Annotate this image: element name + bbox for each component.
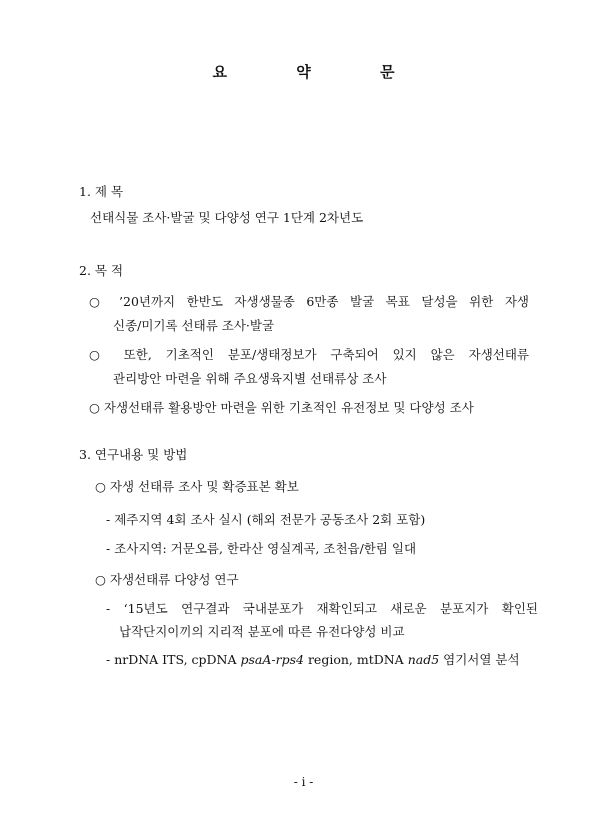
- sequence-mid: region, mtDNA: [303, 652, 408, 667]
- section-1-text: 선태식물 조사·발굴 및 다양성 연구 1단계 2차년도: [90, 210, 364, 225]
- section-3-sub-1-item-2: - 조사지역: 거문오름, 한라산 영실계곡, 조천읍/한림 일대: [106, 541, 417, 556]
- section-2-item-1-line-2: 신종/미기록 선태류 조사·발굴: [113, 318, 275, 333]
- section-3-sub-2: ○ 자생선태류 다양성 연구: [95, 572, 239, 587]
- section-3-sub-2-item-2: [106, 651, 520, 669]
- gene-nad5: nad5: [407, 652, 440, 667]
- section-3-sub-1: ○ 자생 선태류 조사 및 확증표본 확보: [95, 479, 299, 494]
- section-2-item-2-line-1: ○ 또한, 기초적인 분포/생태정보가 구축되어 있지 않은 자생선태류: [89, 347, 529, 362]
- section-3-sub-1-item-1: - 제주지역 4회 조사 실시 (해외 전문가 공동조사 2회 포함): [106, 512, 426, 527]
- section-2-heading: 2. 목 적: [79, 263, 124, 278]
- sequence-prefix: - nrDNA ITS, cpDNA: [106, 652, 241, 667]
- section-3-sub-2-item-1-line-2: 납작단지이끼의 지리적 분포에 따른 유전다양성 비교: [119, 624, 405, 639]
- section-3-heading: 3. 연구내용 및 방법: [79, 447, 188, 462]
- section-3-sub-2-item-1-line-1: - ‘15년도 연구결과 국내분포가 재확인되고 새로운 분포지가 확인된: [106, 601, 538, 616]
- section-2-item-3-line-1: ○ 자생선태류 활용방안 마련을 위한 기초적인 유전정보 및 다양성 조사: [89, 400, 474, 415]
- section-2-item-1-line-1: ○ ’20년까지 한반도 자생생물종 6만종 발굴 목표 달성을 위한 자생: [89, 294, 529, 309]
- section-2-item-2-line-2: 관리방안 마련을 위해 주요생육지별 선태류상 조사: [113, 371, 387, 386]
- page-number: - i -: [293, 775, 314, 789]
- section-1-heading: 1. 제 목: [79, 184, 124, 199]
- sequence-suffix: 염기서열 분석: [439, 652, 520, 667]
- page-title: 요 약 문: [212, 63, 427, 81]
- gene-psaa-rps4: psaA-rps4: [240, 652, 304, 667]
